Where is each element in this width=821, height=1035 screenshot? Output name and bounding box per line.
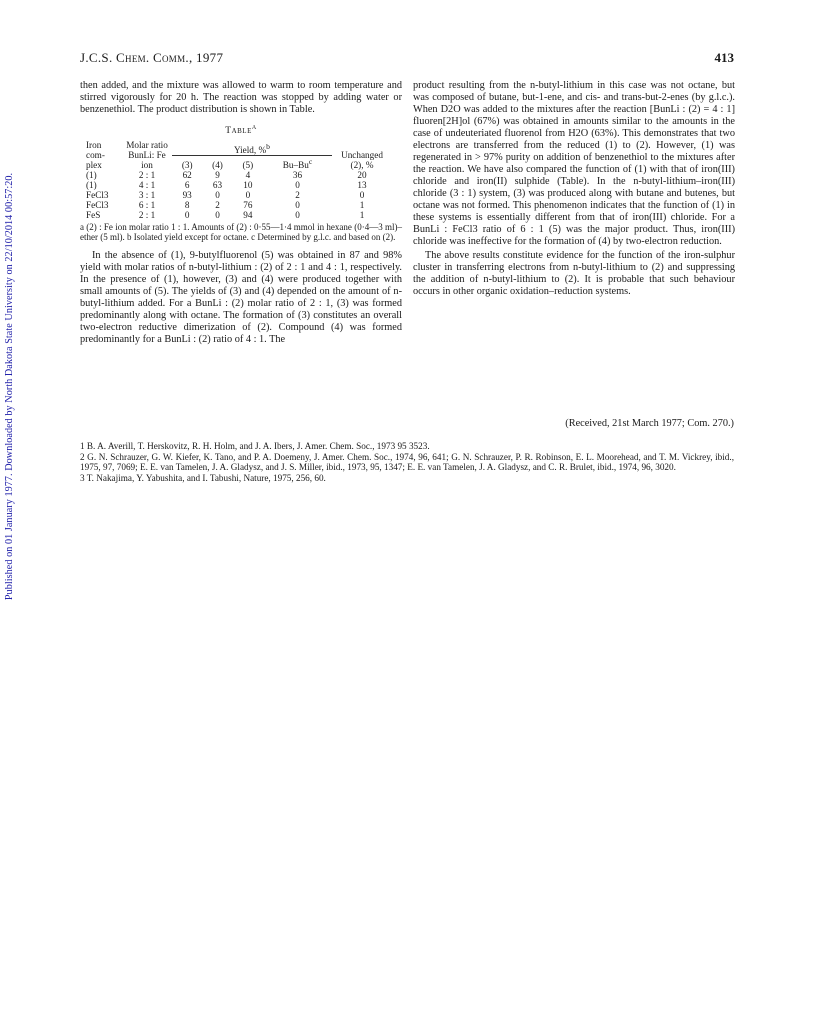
table-row: FeCl3 6 : 1 8 2 76 0 1 <box>86 200 365 211</box>
table-row: FeS 2 : 1 0 0 94 0 1 <box>86 210 365 221</box>
col-header-yield: Yield, %$^b$ <box>172 140 332 155</box>
col-header-4: (4) <box>212 160 223 171</box>
product-distribution-table <box>84 140 392 220</box>
right-column <box>413 80 735 298</box>
table-caption: Table$^a$ <box>225 122 257 137</box>
left-paragraph-2: In the absence of (1), 9-butylfluorenol (5) was obtained in 87 and 98% yield with molar ratios of n-butyl-lithium : (2) of 2 : 1 and 4 : 1, respectively. In the presence of (1), however, (3) and (4) were produced together with small amounts of (5). The yields of (3) and (4) depended on the amount of n-butyl-lithium added. For a BunLi : (2) molar ratio of 2 : 1, (3) was formed predominantly along with octane. The formation of (3) constitutes an overall two-electron reductive dimerization of (2). Compound (4) was formed predominantly for a BunLi : (2) ratio of 4 : 1. The <box>80 250 402 346</box>
journal-name: J.C.S. Chem. Comm., 1977 <box>80 50 224 65</box>
table-row: (1) 2 : 1 62 9 4 36 20 <box>86 170 367 181</box>
col-header-3: (3) <box>181 160 193 171</box>
left-paragraph-1: then added, and the mixture was allowed to warm to room temperature and stirred vigorously for 20 h. The reaction was stopped by adding water or benzenethiol. The product distribution is shown in Table. <box>80 80 402 115</box>
table-row: FeCl3 3 : 1 93 0 0 2 0 <box>86 190 365 201</box>
left-column <box>80 80 402 346</box>
table-row: (1) 4 : 1 6 63 10 0 13 <box>86 180 367 191</box>
right-paragraph-2: The above results constitute evidence for the function of the iron-sulphur cluster in transferring electrons from n-butyl-lithium to (2) and suppressing the addition of n-butyl-lithium to (2). It is probable that such behaviour occurs in other organic oxidation–reduction systems. <box>413 250 735 297</box>
col-header-molar-ratio: Molar ratio BunLi: Fe ion <box>126 140 168 171</box>
col-header-unchanged: Unchanged (2), % <box>341 150 383 171</box>
page-number: 413 <box>714 50 734 65</box>
table-footnote: a (2) : Fe ion molar ratio 1 : 1. Amounts of (2) : 0·55—1·4 mmol in hexane (0·4—3 ml)–ether (5 ml). b Isolated yield except for octane. c Determined by g.l.c. and based on (2). <box>80 222 402 243</box>
col-header-5: (5) <box>242 160 254 171</box>
references <box>80 418 734 483</box>
reference-3: 3 T. Nakajima, Y. Yabushita, and I. Tabushi, Nature, 1975, 256, 60. <box>80 472 326 483</box>
right-paragraph-1: product resulting from the n-butyl-lithium in this case was not octane, but was composed of butane, but-1-ene, and cis- and trans-but-2-enes (by g.l.c.). When D2O was added to the mixtures after the reaction [BunLi : (2) = 4 : 1] fluoren[2H]ol (67%) was obtained in amounts similar to the amounts in the case of undeuteriated fluorenol from H2O (63%). This demonstrates that two electrons are transferred from the reduced (1) to (2). However, (1) was regenerated in > 97% purity on addition of benzenethiol to the mixtures after the reaction. We have also compared the function of (1) with that of iron(III) chloride and iron(II) sulphide (Table). In the n-butyl-lithium–iron(III) chloride (3 : 1) system, (3) was produced along with butane and butenes, but octane was not formed. This phenomenon indicates that the function of (1) in these systems is essentially different from that of iron(III) chloride. For a BunLi : FeCl3 ratio of 6 : 1 (5) was the major product. Thus, iron(III) chloride was ineffective for the formation of (4) by two-electron reduction. <box>413 80 735 247</box>
download-watermark <box>2 112 18 660</box>
download-watermark-text: Published on 01 January 1977. Downloaded by North Dakota State University on 22/10/2014 00:57:20. <box>4 172 16 600</box>
col-header-bubu: Bu–Bu$^c$ <box>282 157 313 171</box>
reference-1: 1 B. A. Averill, T. Herskovitz, R. H. Holm, and J. A. Ibers, J. Amer. Chem. Soc., 1973 95 3523. <box>80 441 430 451</box>
col-header-iron: Iron com- plex <box>86 140 105 171</box>
running-header <box>80 50 734 66</box>
received-date: (Received, 21st March 1977; Com. 270.) <box>565 418 734 429</box>
reference-2: 2 G. N. Schrauzer, G. W. Kiefer, K. Tano, and P. A. Doemeny, J. Amer. Chem. Soc., 1974, 96, 641; G. N. Schrauzer, P. R. Robinson, E. L. Moorehead, and T. M. Vickrey, ibid., 1975, 97, 7069; E. E. van Tamelen, J. A. Gladysz, and J. S. Miller, ibid., 1973, 95, 1347; E. E. van Tamelen, J. A. Gladysz, and C. R. Brulet, ibid., 1974, 96, 3020. <box>80 451 734 472</box>
